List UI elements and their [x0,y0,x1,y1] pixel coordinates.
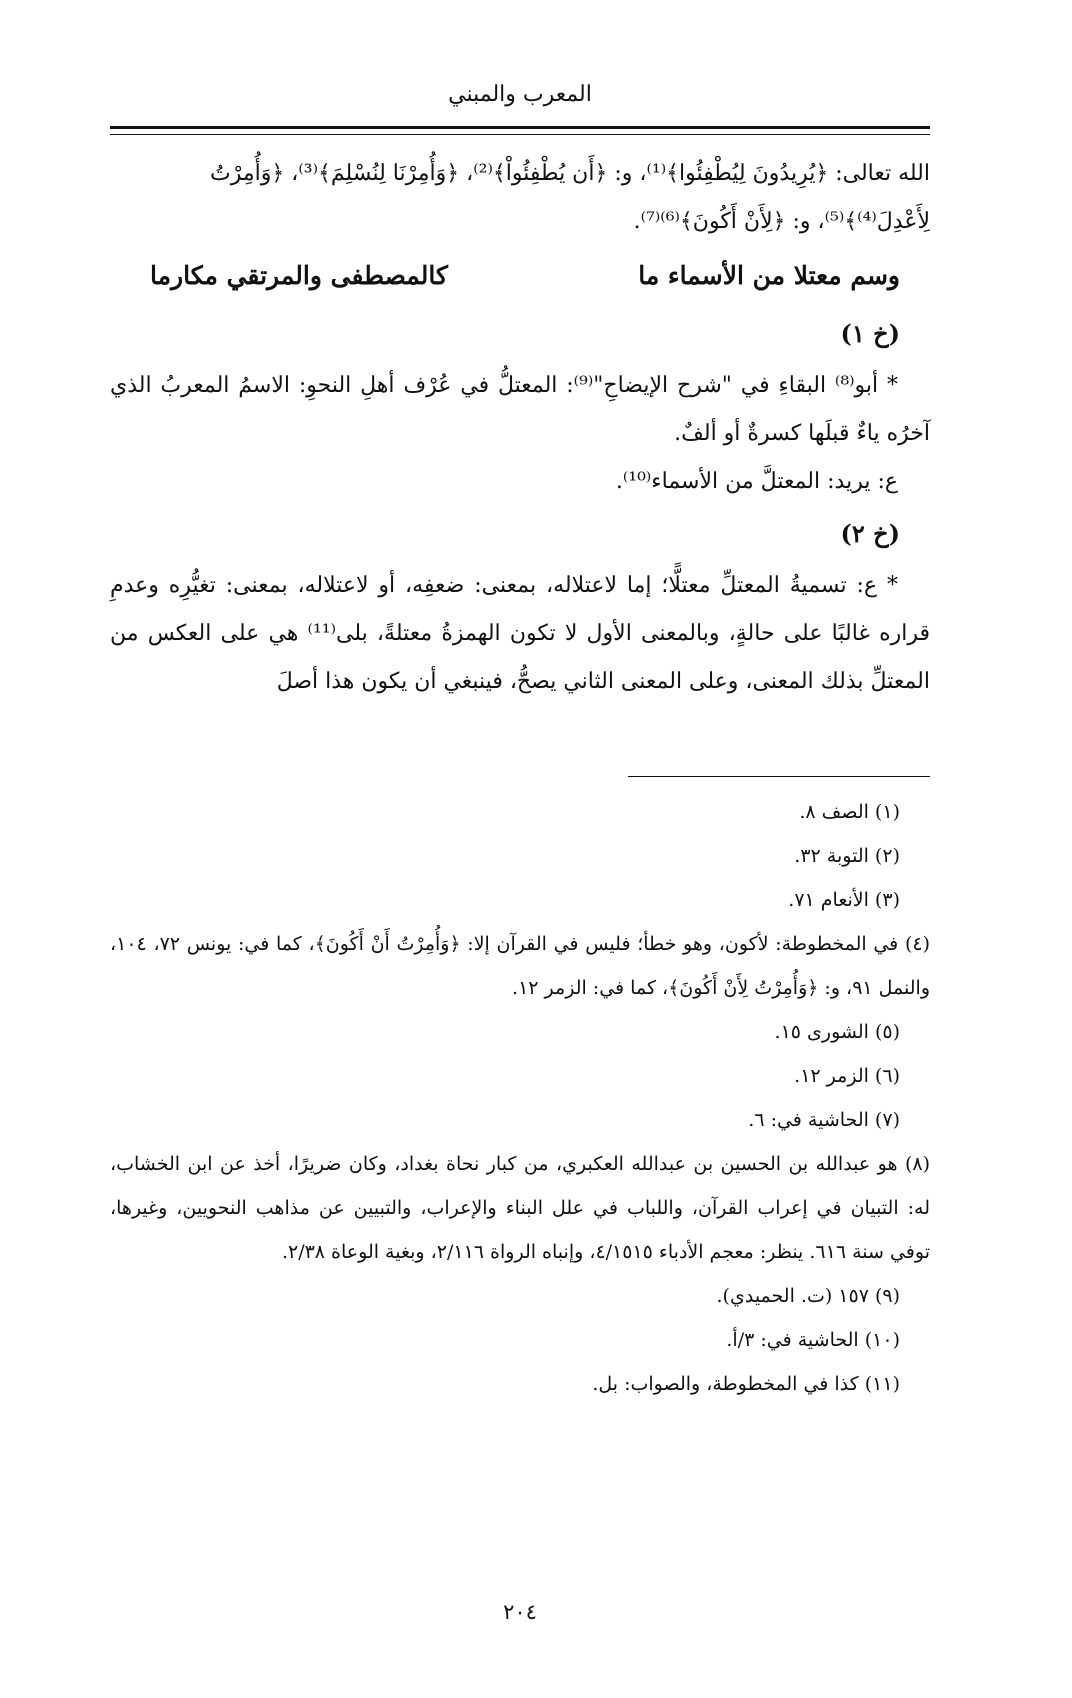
section-marker-2: (خ ٢) [840,519,900,548]
header-rule-thin [110,134,930,135]
quran-citations-line-2: لِأَعْدِلَ⁽⁴⁾﴾⁽⁵⁾، و: ﴿لِأَنْ أَكُونَ﴾⁽⁶⁾⁽⁷⁾. [633,209,930,234]
verse-second-hemistich: كالمصطفى والمرتقي مكارما [150,261,448,290]
footnote-3: (٣) الأنعام ٧١. [788,889,900,911]
footnote-4: (٤) في المخطوطة: لأكون، وهو خطأ؛ فليس في القرآن إلا: ﴿وَأُمِرْتُ أَنْ أَكُونَ﴾، كما في: يونس ٧٢، ١٠٤، والنمل ٩١، و: ﴿وَأُمِرْتُ لِأَنْ أَكُونَ﴾، كما في: الزمر ١٢. [110,933,931,999]
footnote-separator [628,776,930,777]
verse-first-hemistich: وسم معتلا من الأسماء ما [638,261,900,290]
footnotes [110,790,930,1406]
footnote-2: (٢) التوبة ٣٢. [794,845,900,867]
footnote-10: (١٠) الحاشية في: ٣/أ. [726,1329,900,1351]
poetry-verse [110,246,930,306]
footnote-9: (٩) ١٥٧ (ت. الحميدي). [716,1285,900,1307]
paragraph-abu-al-baqa: * أبو⁽⁸⁾ البقاءِ في "شرح الإيضاحِ"⁽⁹⁾: المعتلُّ في عُرْف أهلِ النحوِ: الاسمُ المعربُ الذي آخرُه ياءٌ قبلَها كسرةٌ أو ألفٌ. [110,373,930,446]
paragraph-naming-mutall: * ع: تسميةُ المعتلِّ معتلًّا؛ إما لاعتلاله، بمعنى: ضعفِه، أو لاعتلاله، بمعنى: تغيُّرِه وعدمِ قراره غالبًا على حالةٍ، وبالمعنى الأول لا تكون الهمزةُ معتلةً، بلى⁽¹¹⁾ هي على العكس من المعتلِّ بذلك المعنى، وعلى المعنى الثاني يصحُّ، فينبغي أن يكون هذا أصلَ [110,573,930,694]
footnote-11: (١١) كذا في المخطوطة، والصواب: بل. [592,1373,900,1395]
running-header: المعرب والمبني [448,82,592,107]
footnote-5: (٥) الشورى ١٥. [774,1021,900,1043]
page-number: ٢٠٤ [503,1600,537,1624]
header-rule-thick [110,126,930,129]
paragraph-ain-yurid: ع: يريد: المعتلَّ من الأسماء⁽¹⁰⁾. [615,469,898,494]
footnote-1: (١) الصف ٨. [799,801,900,823]
quran-citations-line-1: الله تعالى: ﴿يُرِيدُونَ لِيُطْفِئُوا﴾⁽¹⁾، و: ﴿أَن يُطْفِئُواْ﴾⁽²⁾، ﴿وَأُمِرْنَا لِنُسْلِمَ﴾⁽³⁾، ﴿وَأُمِرْتُ [210,161,930,186]
main-text [110,150,930,706]
footnote-7: (٧) الحاشية في: ٦. [748,1109,900,1131]
footnote-6: (٦) الزمر ١٢. [794,1065,900,1087]
section-marker-1: (خ ١) [840,319,900,348]
footnote-8: (٨) هو عبدالله بن الحسين بن عبدالله العكبري، من كبار نحاة بغداد، وكان ضريرًا، أخذ عن ابن الخشاب، له: التبيان في إعراب القرآن، واللباب في علل البناء والإعراب، والتبيين عن مذاهب النحويين، وغيرها، توفي سنة ٦١٦. ينظر: معجم الأدباء ٤/١٥١٥، وإنباه الرواة ٢/١١٦، وبغية الوعاة ٢/٣٨. [110,1153,930,1263]
